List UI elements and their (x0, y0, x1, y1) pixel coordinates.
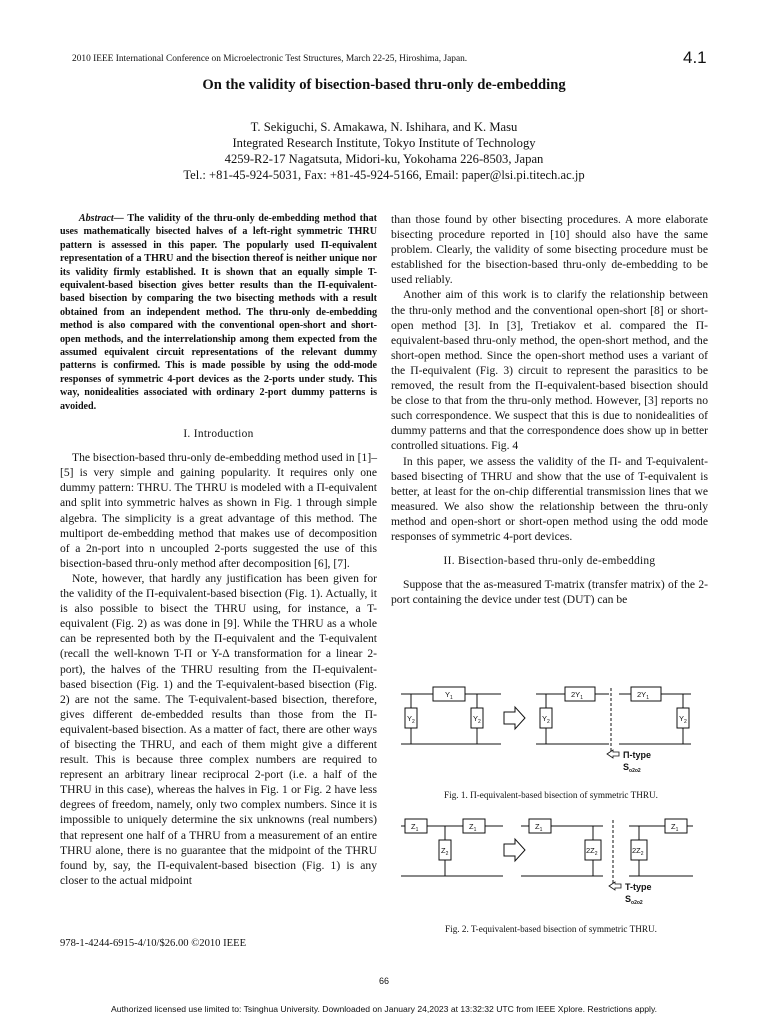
conference-header: 2010 IEEE International Conference on Microelectronic Test Structures, March 22-25, Hiroshima, Japan. (72, 54, 468, 64)
fig2-type-label: T-type (625, 882, 652, 892)
fig1-label-y2-c: $Y_2$ (542, 714, 550, 725)
fig1-left-arrow-icon (607, 750, 619, 758)
fig1-type-label: Π-type (623, 750, 652, 760)
fig2-s-label: $S_{o2o2}$ (625, 894, 643, 906)
page-number: 66 (378, 976, 389, 986)
fig2-arrow-icon (504, 839, 525, 861)
fig2-label-z1-d: $Z_1$ (671, 822, 679, 833)
fig2-label-z2: $Z_2$ (441, 846, 449, 857)
section2-paragraph-1: Suppose that the as-measured T-matrix (transfer matrix) of the 2-port containing the device under test (DUT) can be (391, 578, 708, 607)
fig2-label-2z2-a: $2Z_2$ (586, 846, 598, 857)
fig1-arrow-icon (504, 707, 525, 729)
fig1-label-2y1-b: $2Y_1$ (637, 690, 649, 701)
figure-1-diagram (391, 680, 711, 780)
fig2-label-z1-a: $Z_1$ (411, 822, 419, 833)
fig1-label-2y1-a: $2Y_1$ (571, 690, 583, 701)
fig2-label-2z2-b: $2Z_2$ (632, 846, 644, 857)
author-institute: Integrated Research Institute, Tokyo Institute of Technology (232, 136, 536, 150)
isbn-line: 978-1-4244-6915-4/10/$26.00 ©2010 IEEE (60, 938, 247, 949)
author-block (0, 119, 768, 183)
fig2-label-z1-b: $Z_1$ (469, 822, 477, 833)
intro-paragraph-1: The bisection-based thru-only de-embedding method used in [1]–[5] is very simple and gaining popularity. It requires only one dummy pattern: THRU. The THRU is modeled with a Π-equivalent and split into symmetric halves as shown in Fig. 1 through simple algebra. The simplicity is a great advantage of this method. The multiport de-embedding method that makes use of decomposition of a 2n-port into n uncoupled 2-ports suggested the use of this bisection-based thru-only method after decomposition [6], [7]. (60, 451, 377, 570)
author-names: T. Sekiguchi, S. Amakawa, N. Ishihara, and K. Masu (250, 120, 518, 134)
figure-2-caption: Fig. 2. T-equivalent-based bisection of symmetric THRU. (445, 924, 657, 934)
section-heading-introduction: I. Introduction (183, 428, 254, 441)
fig1-label-y2-b: $Y_2$ (473, 714, 481, 725)
abstract-label: Abstract (78, 213, 114, 224)
fig1-label-y1: $Y_1$ (445, 690, 453, 701)
author-address: 4259-R2-17 Nagatsuta, Midori-ku, Yokohama 226-8503, Japan (224, 152, 544, 166)
fig2-left-arrow-icon (609, 882, 621, 890)
abstract-text: — The validity of the thru-only de-embedding method that uses mathematically bisected halves of a left-right symmetric THRU pattern is assessed in this paper. The popularly used Π-equivalent representation of a THRU and the bisection thereof is neither unique nor its validity firmly established. It is shown that an equally simple T-equivalent-based bisection gives better results than the Π-equivalent-based bisection by comparing the two bisecting methods with a result obtained from an independent method. The thru-only de-embedding method is also compared with the conventional open-short and short-open methods, and the interrelationship among them expected from the assumed equivalent circuit representations of the relevant dummy patterns is confirmed. This is made possible by using the odd-mode responses of symmetric 4-port devices as the 2-ports under study. This way, nonidealities associated with ordinary 2-port dummy patterns is avoided. (60, 213, 377, 412)
abstract (60, 212, 377, 413)
figure-2-diagram (391, 812, 711, 912)
author-contact: Tel.: +81-45-924-5031, Fax: +81-45-924-5166, Email: paper@lsi.pi.titech.ac.jp (183, 168, 585, 182)
authorization-notice: Authorized licensed use limited to: Tsinghua University. Downloaded on January 24,2023 at 13:32:32 UTC from IEEE Xplore. Restrictions apply. (111, 1004, 657, 1014)
section-heading-bisection: II. Bisection-based thru-only de-embedding (443, 555, 656, 568)
section-number: 4.1 (683, 48, 707, 67)
paper-title: On the validity of bisection-based thru-only de-embedding (202, 77, 566, 93)
fig1-s-label: $S_{o2o2}$ (623, 762, 641, 774)
intro-paragraph-2: Note, however, that hardly any justification has been given for the validity of the Π-equivalent-based bisection (Fig. 1). Actually, it is also possible to bisect the THRU using, for instance, a T-equivalent (Fig. 2) as was done in [9]. While the THRU as a whole can be represented both by the Π-equivalent and the T-equivalent (recall the well-known T-Π or Y-Δ transformation for a linear 2-port), the halves of the THRU resulting from the Π-equivalent-based bisection (Fig. 1) and the T-equivalent-based bisection (Fig. 2) are not the same. The T-equivalent-based bisection, therefore, gives different de-embedded results than those from the Π-equivalent-based bisection. As a matter of fact, there are other ways of bisecting the THRU, and each of them might give a different result. This is because three complex numbers are required to represent an arbitrary linear reciprocal 2-port (i.e. a half of the THRU in this case), whereas the halves in Fig. 1 or Fig. 2 have less degrees of freedom, namely, only two complex numbers. Since it is impossible to uniquely determine the six unknowns (real numbers) that represent one half of a THRU from a measurement of an entire THRU alone, there is no guarantee that the midpoint of the THRU found by, say, the Π-equivalent-based bisection (Fig. 1) is any closer to the actual midpoint (60, 571, 377, 887)
left-column (60, 212, 377, 888)
fig1-label-y2-a: $Y_2$ (407, 714, 415, 725)
right-column (391, 212, 708, 607)
intro-paragraph-5: In this paper, we assess the validity of the Π- and T-equivalent-based bisecting of THRU and show that the use of T-equivalent is better, at least for the on-chip differential transmission lines that we measured. We also show the relationship between the thru-only method and open-short or short-open method using the odd mode responses of symmetric 4-port devices. (391, 454, 708, 543)
figure-1-caption: Fig. 1. Π-equivalent-based bisection of symmetric THRU. (444, 790, 658, 800)
intro-paragraph-4: Another aim of this work is to clarify the relationship between the thru-only method and the conventional open-short [8] or short-open method [3]. In [3], Tretiakov et al. compared the Π-equivalent-based thru-only method, the open-short method, and the short-open method. Since the open-short method uses a variant of the Π-equivalent (Fig. 3) circuit to represent the parasitics to be removed, the result from the Π-equivalent-based bisection should be close to that from the thru-only method. However, [3] reports no such correspondence. We suspect that this is due to nonidealities of dummy patterns and that the correspondence does show up in better controlled situations. Fig. 4 (391, 288, 708, 453)
fig2-label-z1-c: $Z_1$ (535, 822, 543, 833)
fig1-label-y2-d: $Y_2$ (679, 714, 687, 725)
intro-paragraph-3: than those found by other bisecting procedures. A more elaborate bisecting procedure reported in [10] should also have the same problem. Clearly, the validity of some bisecting procedure must be established for the bisection-based thru-only de-embedding to be used reliably. (391, 213, 708, 287)
